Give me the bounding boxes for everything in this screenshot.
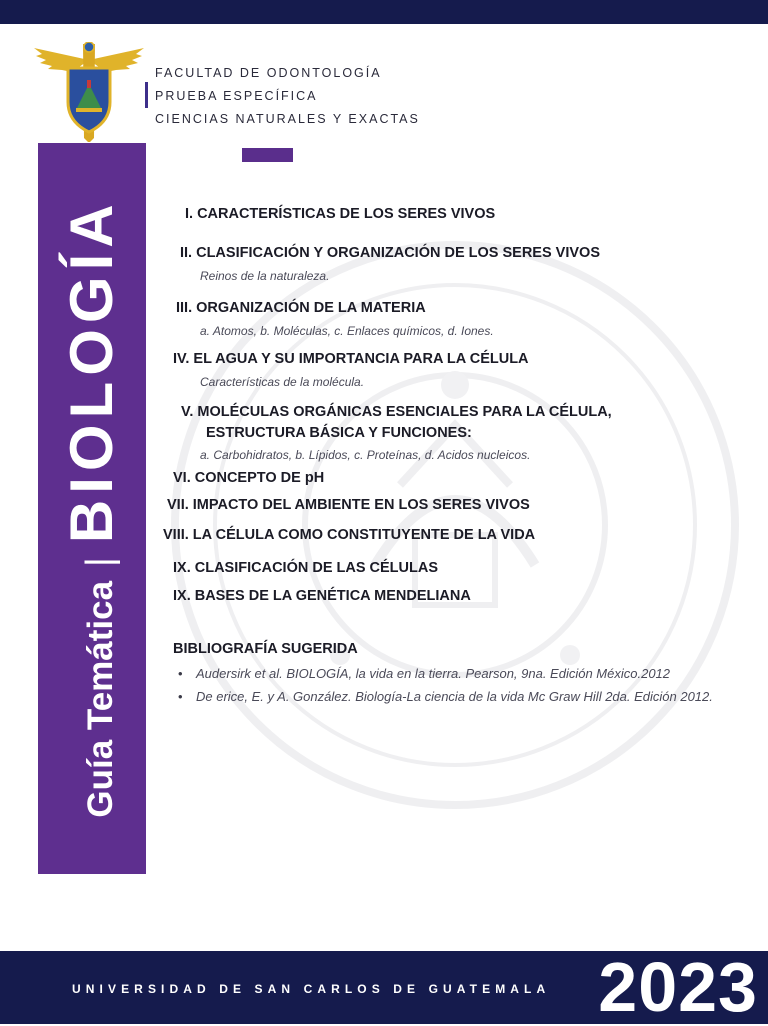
bibliography-entry: De erice, E. y A. González. Biología-La ciencia de la vida Mc Graw Hill 2da. Edición 2012. <box>196 689 713 704</box>
top-bar <box>0 0 768 24</box>
side-title <box>58 198 125 818</box>
header-line-faculty: FACULTAD DE ODONTOLOGÍA <box>155 66 382 80</box>
guide-label: Guía Temática <box>81 580 120 818</box>
bullet-icon: • <box>178 666 183 681</box>
topic-4 <box>173 351 529 367</box>
topic-10 <box>173 588 471 604</box>
topic-2 <box>180 245 600 261</box>
header-line-exam: PRUEBA ESPECÍFICA <box>155 89 318 103</box>
topic-title: LA CÉLULA COMO CONSTITUYENTE DE LA VIDA <box>192 527 536 543</box>
bibliography-item <box>178 686 718 707</box>
year-label: 2023 <box>598 948 758 1026</box>
topic-title: ORGANIZACIÓN DE LA MATERIA <box>196 300 426 316</box>
topic-3 <box>176 300 426 316</box>
topic-8 <box>163 527 535 543</box>
topic-5 <box>181 402 612 444</box>
topic-number: II. <box>180 245 193 261</box>
topic-number: VII. <box>167 497 189 513</box>
header-divider <box>145 82 148 108</box>
dental-faculty-logo <box>32 42 146 142</box>
subject-title: BIOLOGÍA <box>58 198 125 544</box>
bibliography-entry: Audersirk et al. BIOLOGÍA, la vida en la tierra. Pearson, 9na. Edición México.2012 <box>196 666 671 681</box>
topic-title: MOLÉCULAS ORGÁNICAS ESENCIALES PARA LA CÉLULA, <box>197 404 612 420</box>
topic-title: EL AGUA Y SU IMPORTANCIA PARA LA CÉLULA <box>193 351 529 367</box>
topic-1 <box>185 206 495 222</box>
topic-number: VI. <box>173 470 191 486</box>
topic-2-subtopics: Reinos de la naturaleza. <box>200 269 330 283</box>
topic-number: III. <box>176 300 193 316</box>
topic-7 <box>167 497 530 513</box>
faculty-header <box>155 65 420 134</box>
topic-5-subtopics: a. Carbohidratos, b. Lípidos, c. Proteínas, d. Acidos nucleicos. <box>200 448 531 462</box>
accent-bar <box>242 148 293 162</box>
topic-number: IV. <box>173 351 190 367</box>
header-line-area: CIENCIAS NATURALES Y EXACTAS <box>155 112 420 126</box>
topic-3-subtopics: a. Atomos, b. Moléculas, c. Enlaces químicos, d. Iones. <box>200 324 494 338</box>
topic-title: CLASIFICACIÓN Y ORGANIZACIÓN DE LOS SERES VIVOS <box>196 245 600 261</box>
topic-number: IX. <box>173 588 191 604</box>
bullet-icon: • <box>178 689 183 704</box>
topic-number: VIII. <box>163 527 189 543</box>
topic-9 <box>173 560 438 576</box>
topic-title: CARACTERÍSTICAS DE LOS SERES VIVOS <box>197 206 496 222</box>
topic-number: I. <box>185 206 194 222</box>
bibliography-item <box>178 663 718 684</box>
university-name: UNIVERSIDAD DE SAN CARLOS DE GUATEMALA <box>72 982 551 996</box>
topic-title-continued: ESTRUCTURA BÁSICA Y FUNCIONES: <box>206 425 472 441</box>
topic-title: CLASIFICACIÓN DE LAS CÉLULAS <box>194 560 439 576</box>
topic-title: BASES DE LA GENÉTICA MENDELIANA <box>194 588 471 604</box>
topic-number: V. <box>181 404 194 420</box>
topic-4-subtopics: Características de la molécula. <box>200 375 365 389</box>
topic-number: IX. <box>173 560 191 576</box>
bibliography-list <box>178 663 718 709</box>
bibliography-title: BIBLIOGRAFÍA SUGERIDA <box>173 641 358 657</box>
university-seal-watermark <box>160 235 750 815</box>
topic-6 <box>173 470 324 486</box>
topic-title: CONCEPTO DE pH <box>194 470 325 486</box>
title-separator: | <box>79 557 121 567</box>
topic-title: IMPACTO DEL AMBIENTE EN LOS SERES VIVOS <box>192 497 530 513</box>
